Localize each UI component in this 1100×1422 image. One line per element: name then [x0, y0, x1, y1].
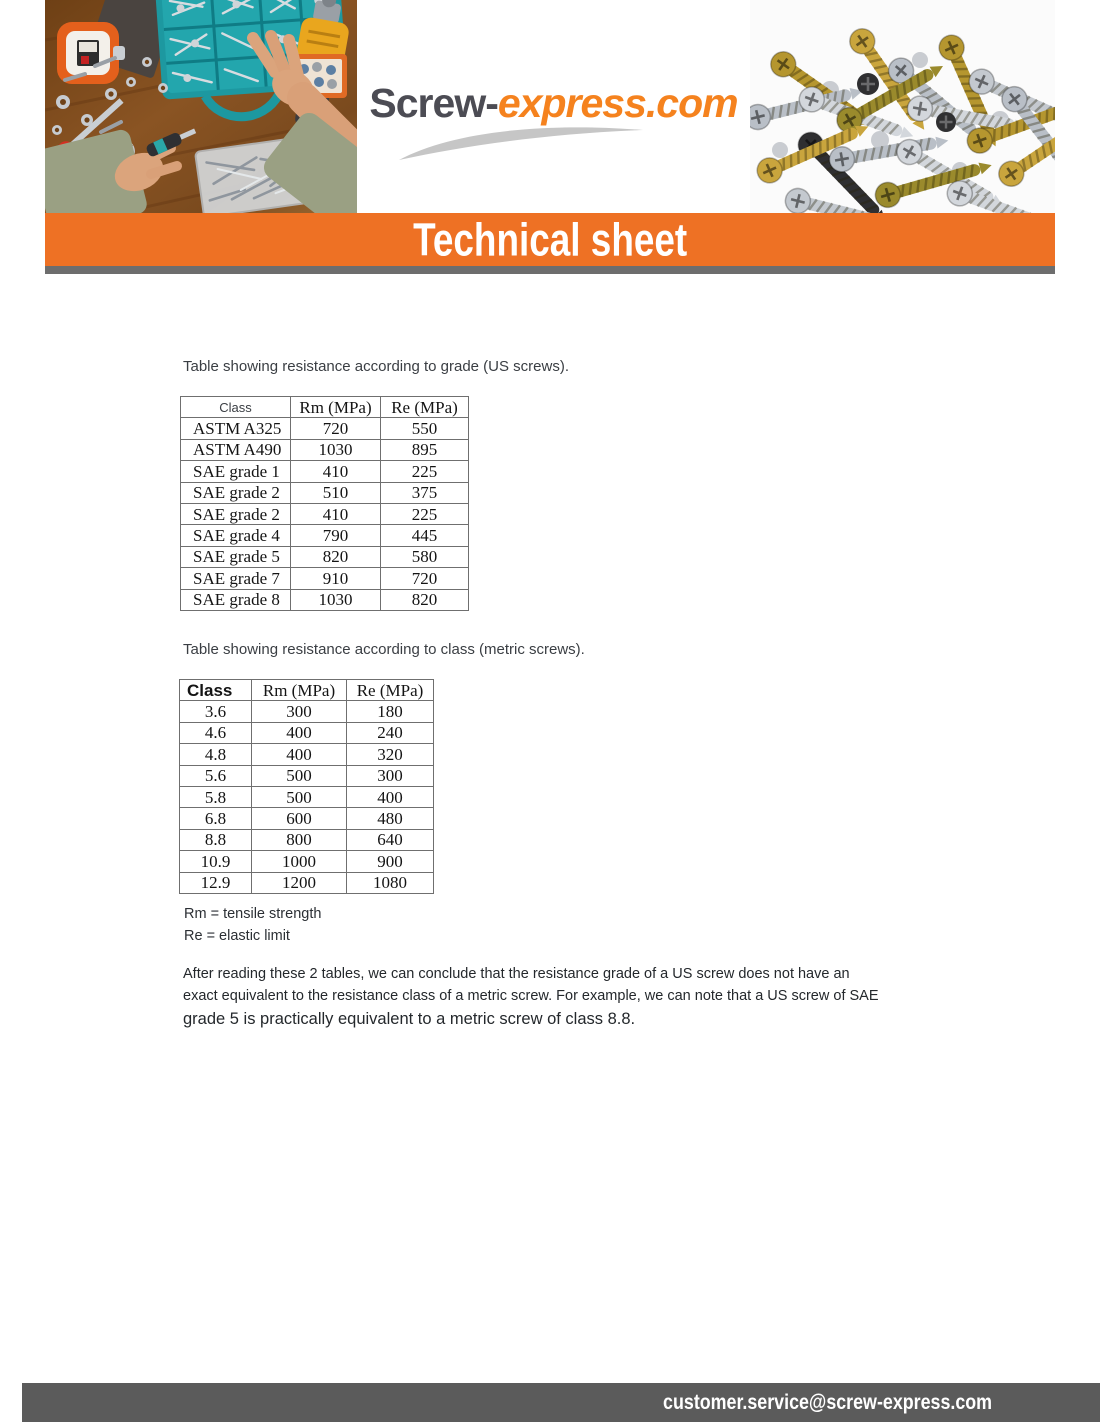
- table-cell: 720: [381, 568, 469, 589]
- metric-table-title: Table showing resistance according to class (metric screws).: [183, 641, 585, 658]
- table-cell: SAE grade 4: [181, 525, 291, 546]
- conclusion-line-1: After reading these 2 tables, we can conclude that the resistance grade of a US screw does not have an: [183, 966, 850, 982]
- table-row: [180, 872, 434, 893]
- footer-bar: [22, 1383, 1100, 1422]
- table-cell: 4.6: [180, 722, 252, 743]
- table-row: [180, 851, 434, 872]
- table-cell: SAE grade 2: [181, 503, 291, 524]
- conclusion-line-3: grade 5 is practically equivalent to a metric screw of class 8.8.: [183, 1010, 636, 1028]
- metric-screws-table: [179, 679, 434, 894]
- table-cell: 1080: [347, 872, 434, 893]
- column-header: Class: [181, 397, 291, 418]
- table-cell: 225: [381, 461, 469, 482]
- logo-text-dark: Screw-: [369, 80, 498, 126]
- screws-pile-photo: [750, 0, 1055, 216]
- table-row: [180, 786, 434, 807]
- table-cell: 180: [347, 701, 434, 722]
- table-cell: 400: [347, 786, 434, 807]
- table-row: [181, 418, 469, 439]
- table-row: [181, 568, 469, 589]
- table-cell: 410: [291, 461, 381, 482]
- table-row: [181, 546, 469, 567]
- table-cell: 1030: [291, 439, 381, 460]
- workbench-illustration: [45, 0, 357, 216]
- legend-rm: Rm = tensile strength: [184, 906, 322, 922]
- table-cell: SAE grade 2: [181, 482, 291, 503]
- page-title: Technical sheet: [412, 212, 688, 267]
- table-row: [181, 503, 469, 524]
- table-cell: 5.6: [180, 765, 252, 786]
- column-header: Rm (MPa): [291, 397, 381, 418]
- table-cell: SAE grade 8: [181, 589, 291, 610]
- table-cell: 3.6: [180, 701, 252, 722]
- table-cell: ASTM A325: [181, 418, 291, 439]
- logo-text-orange: express.com: [497, 80, 738, 126]
- table-cell: 900: [347, 851, 434, 872]
- table-cell: 790: [291, 525, 381, 546]
- workbench-photo: [45, 0, 357, 216]
- legend-re: Re = elastic limit: [184, 928, 290, 944]
- screws-pile-illustration: [750, 0, 1055, 216]
- table-cell: 1000: [252, 851, 347, 872]
- table-cell: SAE grade 1: [181, 461, 291, 482]
- tape-measure: [57, 22, 125, 84]
- table-cell: 895: [381, 439, 469, 460]
- banner-shadow-bar: [45, 266, 1055, 274]
- table-cell: 240: [347, 722, 434, 743]
- table-cell: 8.8: [180, 829, 252, 850]
- table-row: [180, 829, 434, 850]
- table-cell: 720: [291, 418, 381, 439]
- table-cell: 510: [291, 482, 381, 503]
- table-cell: 410: [291, 503, 381, 524]
- conclusion-paragraph: [183, 964, 923, 1032]
- column-header: Rm (MPa): [252, 680, 347, 701]
- table-cell: 820: [291, 546, 381, 567]
- table-cell: SAE grade 5: [181, 546, 291, 567]
- table-header-row: [181, 397, 469, 418]
- table-cell: 400: [252, 744, 347, 765]
- customer-service-email: customer.service@screw-express.com: [663, 1390, 992, 1414]
- us-screws-table: [180, 396, 469, 611]
- table-row: [180, 808, 434, 829]
- table-row: [180, 701, 434, 722]
- table-cell: 640: [347, 829, 434, 850]
- table-cell: 820: [381, 589, 469, 610]
- table-cell: 1200: [252, 872, 347, 893]
- table-cell: 800: [252, 829, 347, 850]
- conclusion-line-2: exact equivalent to the resistance class of a metric screw. For example, we can note that a US screw of SAE: [183, 987, 879, 1004]
- table-cell: SAE grade 7: [181, 568, 291, 589]
- table-row: [180, 722, 434, 743]
- table-row: [180, 765, 434, 786]
- table-row: [181, 589, 469, 610]
- table-cell: 600: [252, 808, 347, 829]
- table-cell: 500: [252, 786, 347, 807]
- table-cell: 580: [381, 546, 469, 567]
- table-cell: ASTM A490: [181, 439, 291, 460]
- table-cell: 10.9: [180, 851, 252, 872]
- table-cell: 6.8: [180, 808, 252, 829]
- column-header: Re (MPa): [381, 397, 469, 418]
- logo-swoosh: [393, 120, 651, 166]
- table-row: [181, 461, 469, 482]
- logo: [357, 0, 750, 216]
- table-cell: 300: [347, 765, 434, 786]
- table-cell: 500: [252, 765, 347, 786]
- table-row: [180, 744, 434, 765]
- table-cell: 550: [381, 418, 469, 439]
- table-cell: 225: [381, 503, 469, 524]
- us-table-title: Table showing resistance according to grade (US screws).: [183, 358, 570, 375]
- table-cell: 1030: [291, 589, 381, 610]
- table-cell: 400: [252, 722, 347, 743]
- table-cell: 300: [252, 701, 347, 722]
- table-cell: 480: [347, 808, 434, 829]
- table-cell: 375: [381, 482, 469, 503]
- table-row: [181, 482, 469, 503]
- column-header: Re (MPa): [347, 680, 434, 701]
- table-cell: 12.9: [180, 872, 252, 893]
- table-cell: 445: [381, 525, 469, 546]
- table-row: [181, 525, 469, 546]
- column-header: Class: [180, 680, 252, 701]
- table-cell: 320: [347, 744, 434, 765]
- table-cell: 5.8: [180, 786, 252, 807]
- table-header-row: [180, 680, 434, 701]
- table-cell: 4.8: [180, 744, 252, 765]
- table-cell: 910: [291, 568, 381, 589]
- banner: [45, 213, 1055, 266]
- table-row: [181, 439, 469, 460]
